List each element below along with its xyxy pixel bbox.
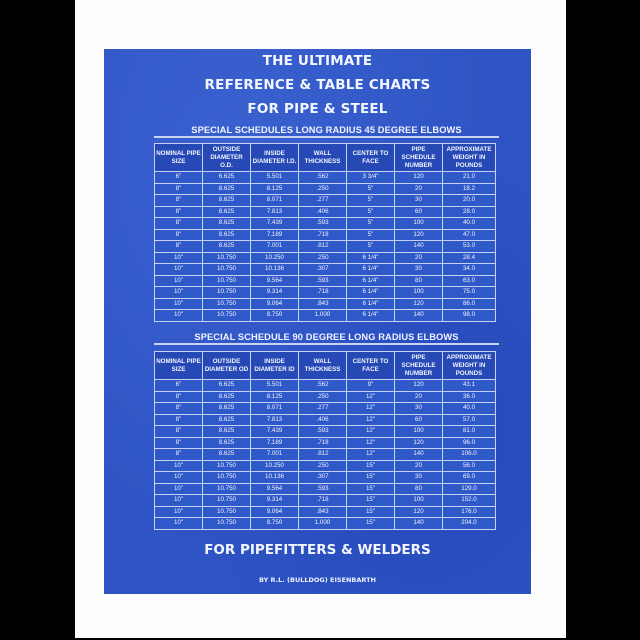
cell-center-to-face: 15": [347, 460, 395, 472]
cell-pipe-schedule: 20: [395, 391, 443, 403]
cell-wall-thickness: .812: [299, 449, 347, 461]
cell-center-to-face: 5": [347, 229, 395, 241]
cell-pipe-schedule: 20: [395, 460, 443, 472]
cell-pipe-schedule: 120: [395, 506, 443, 518]
cell-outside-diameter: 8.625: [203, 426, 251, 438]
header-center-to-face: CENTER TO FACE: [347, 352, 395, 380]
cell-outside-diameter: 10.750: [203, 252, 251, 264]
cell-wall-thickness: .277: [299, 195, 347, 207]
cell-wall-thickness: .718: [299, 229, 347, 241]
cell-pipe-schedule: 100: [395, 218, 443, 230]
cell-center-to-face: 12": [347, 403, 395, 415]
cell-approx-weight: 40.0: [443, 403, 496, 415]
cell-inside-diameter: 10.250: [251, 252, 299, 264]
cell-nominal-pipe-size: 10": [155, 310, 203, 322]
header-wall-thickness: WALL THICKNESS: [299, 352, 347, 380]
cell-nominal-pipe-size: 8": [155, 403, 203, 415]
table-45-degree-elbows: [154, 143, 496, 322]
table-row: [155, 495, 496, 507]
cell-nominal-pipe-size: 10": [155, 287, 203, 299]
cell-wall-thickness: .277: [299, 403, 347, 415]
cell-nominal-pipe-size: 8": [155, 414, 203, 426]
cell-approx-weight: 53.0: [443, 241, 496, 253]
cell-approx-weight: 176.0: [443, 506, 496, 518]
table-row: [155, 426, 496, 438]
cell-inside-diameter: 7.001: [251, 241, 299, 253]
cell-nominal-pipe-size: 8": [155, 426, 203, 438]
cell-wall-thickness: .562: [299, 172, 347, 184]
cell-wall-thickness: .718: [299, 437, 347, 449]
cell-inside-diameter: 7.813: [251, 206, 299, 218]
table-row: [155, 449, 496, 461]
cell-pipe-schedule: 100: [395, 495, 443, 507]
cell-center-to-face: 6 1/4": [347, 264, 395, 276]
header-nominal-pipe-size: NOMINAL PIPE SIZE: [155, 144, 203, 172]
cell-pipe-schedule: 140: [395, 518, 443, 530]
cell-approx-weight: 40.0: [443, 218, 496, 230]
author-credit: BY R.L. (BULLDOG) EISENBARTH: [258, 576, 376, 584]
cell-wall-thickness: .593: [299, 483, 347, 495]
cell-outside-diameter: 6.625: [203, 380, 251, 392]
header-pipe-schedule: PIPE SCHEDULE NUMBER: [395, 144, 443, 172]
cell-nominal-pipe-size: 10": [155, 518, 203, 530]
cell-approx-weight: 81.0: [443, 426, 496, 438]
table-row: [155, 252, 496, 264]
cell-approx-weight: 152.0: [443, 495, 496, 507]
header-outside-diameter: OUTSIDE DIAMETER OD: [203, 352, 251, 380]
cell-outside-diameter: 10.750: [203, 287, 251, 299]
table-row: [155, 460, 496, 472]
cell-pipe-schedule: 120: [395, 298, 443, 310]
cell-center-to-face: 15": [347, 518, 395, 530]
table-row: [155, 264, 496, 276]
cell-nominal-pipe-size: 8": [155, 437, 203, 449]
table-row: [155, 483, 496, 495]
cell-approx-weight: 63.0: [443, 275, 496, 287]
cell-approx-weight: 69.0: [443, 472, 496, 484]
header-inside-diameter: INSIDE DIAMETER I.D.: [251, 144, 299, 172]
table-row: [155, 229, 496, 241]
cell-inside-diameter: 9.314: [251, 495, 299, 507]
cell-inside-diameter: 8.071: [251, 403, 299, 415]
cell-nominal-pipe-size: 8": [155, 229, 203, 241]
cell-inside-diameter: 9.314: [251, 287, 299, 299]
cell-inside-diameter: 8.750: [251, 310, 299, 322]
table-header-row: [155, 352, 496, 380]
cell-approx-weight: 18.2: [443, 183, 496, 195]
cell-wall-thickness: .250: [299, 391, 347, 403]
cell-center-to-face: 12": [347, 414, 395, 426]
cell-inside-diameter: 7.189: [251, 437, 299, 449]
cell-pipe-schedule: 60: [395, 206, 443, 218]
cell-wall-thickness: .593: [299, 426, 347, 438]
table-row: [155, 195, 496, 207]
table-90-degree-elbows: [154, 351, 496, 530]
cell-pipe-schedule: 60: [395, 414, 443, 426]
cell-inside-diameter: 9.064: [251, 298, 299, 310]
cell-nominal-pipe-size: 8": [155, 195, 203, 207]
cell-pipe-schedule: 100: [395, 287, 443, 299]
document-page: [75, 0, 566, 638]
cell-outside-diameter: 10.750: [203, 483, 251, 495]
table-row: [155, 391, 496, 403]
cell-pipe-schedule: 120: [395, 380, 443, 392]
cell-approx-weight: 86.0: [443, 298, 496, 310]
cell-outside-diameter: 10.750: [203, 472, 251, 484]
cell-pipe-schedule: 30: [395, 472, 443, 484]
cell-inside-diameter: 8.125: [251, 183, 299, 195]
cell-nominal-pipe-size: 8": [155, 449, 203, 461]
cell-center-to-face: 15": [347, 506, 395, 518]
table-body: [155, 380, 496, 530]
cell-nominal-pipe-size: 6": [155, 380, 203, 392]
table-row: [155, 298, 496, 310]
cell-approx-weight: 34.0: [443, 264, 496, 276]
cell-wall-thickness: .843: [299, 298, 347, 310]
cell-pipe-schedule: 120: [395, 172, 443, 184]
cell-outside-diameter: 6.625: [203, 172, 251, 184]
table-row: [155, 206, 496, 218]
cell-wall-thickness: 1.000: [299, 518, 347, 530]
cell-pipe-schedule: 140: [395, 449, 443, 461]
header-nominal-pipe-size: NOMINAL PIPE SIZE: [155, 352, 203, 380]
cell-pipe-schedule: 30: [395, 264, 443, 276]
cell-approx-weight: 43.1: [443, 380, 496, 392]
cell-outside-diameter: 8.625: [203, 414, 251, 426]
cell-nominal-pipe-size: 10": [155, 495, 203, 507]
cell-outside-diameter: 10.750: [203, 495, 251, 507]
cell-center-to-face: 6 1/4": [347, 275, 395, 287]
cell-approx-weight: 20.0: [443, 195, 496, 207]
table-row: [155, 287, 496, 299]
cell-nominal-pipe-size: 8": [155, 183, 203, 195]
header-approx-weight: APPROXIMATE WEIGHT IN POUNDS: [443, 352, 496, 380]
cell-nominal-pipe-size: 6": [155, 172, 203, 184]
cell-pipe-schedule: 20: [395, 252, 443, 264]
cell-inside-diameter: 7.439: [251, 426, 299, 438]
table-90-subtitle: SPECIAL SCHEDULE 90 DEGREE LONG RADIUS ELBOWS: [154, 332, 499, 345]
cell-center-to-face: 12": [347, 426, 395, 438]
table-row: [155, 403, 496, 415]
cell-nominal-pipe-size: 10": [155, 460, 203, 472]
cell-approx-weight: 106.0: [443, 449, 496, 461]
cell-outside-diameter: 8.625: [203, 218, 251, 230]
cell-wall-thickness: 1.000: [299, 310, 347, 322]
cell-pipe-schedule: 80: [395, 483, 443, 495]
header-pipe-schedule: PIPE SCHEDULE NUMBER: [395, 352, 443, 380]
cell-inside-diameter: 7.189: [251, 229, 299, 241]
cell-pipe-schedule: 140: [395, 310, 443, 322]
cell-nominal-pipe-size: 8": [155, 391, 203, 403]
table-row: [155, 218, 496, 230]
cell-outside-diameter: 10.750: [203, 264, 251, 276]
cell-center-to-face: 15": [347, 495, 395, 507]
table-row: [155, 241, 496, 253]
cell-outside-diameter: 8.625: [203, 229, 251, 241]
table-row: [155, 414, 496, 426]
cell-approx-weight: 204.0: [443, 518, 496, 530]
cell-inside-diameter: 7.001: [251, 449, 299, 461]
cell-nominal-pipe-size: 10": [155, 506, 203, 518]
cell-pipe-schedule: 140: [395, 241, 443, 253]
cell-nominal-pipe-size: 8": [155, 241, 203, 253]
cell-center-to-face: 15": [347, 483, 395, 495]
cell-approx-weight: 98.0: [443, 310, 496, 322]
cell-center-to-face: 5": [347, 218, 395, 230]
cell-inside-diameter: 10.136: [251, 472, 299, 484]
cell-wall-thickness: .250: [299, 460, 347, 472]
cell-outside-diameter: 8.625: [203, 403, 251, 415]
table-row: [155, 472, 496, 484]
cell-approx-weight: 28.0: [443, 206, 496, 218]
table-row: [155, 437, 496, 449]
table-body: [155, 172, 496, 322]
cell-outside-diameter: 8.625: [203, 241, 251, 253]
cell-center-to-face: 6 1/4": [347, 310, 395, 322]
cell-inside-diameter: 8.750: [251, 518, 299, 530]
cell-inside-diameter: 8.125: [251, 391, 299, 403]
header-outside-diameter: OUTSIDE DIAMETER O.D.: [203, 144, 251, 172]
table-row: [155, 275, 496, 287]
table-45-subtitle: SPECIAL SCHEDULES LONG RADIUS 45 DEGREE ELBOWS: [154, 125, 499, 138]
cell-approx-weight: 56.0: [443, 460, 496, 472]
cell-inside-diameter: 5.501: [251, 172, 299, 184]
table-row: [155, 183, 496, 195]
cell-approx-weight: 47.0: [443, 229, 496, 241]
cell-outside-diameter: 8.625: [203, 391, 251, 403]
cell-pipe-schedule: 120: [395, 229, 443, 241]
cell-outside-diameter: 8.625: [203, 195, 251, 207]
cell-nominal-pipe-size: 8": [155, 206, 203, 218]
cell-center-to-face: 3 3/4": [347, 172, 395, 184]
header-wall-thickness: WALL THICKNESS: [299, 144, 347, 172]
cell-approx-weight: 57.0: [443, 414, 496, 426]
cell-wall-thickness: .562: [299, 380, 347, 392]
cell-inside-diameter: 9.064: [251, 506, 299, 518]
cell-inside-diameter: 9.564: [251, 275, 299, 287]
cell-wall-thickness: .307: [299, 264, 347, 276]
cell-inside-diameter: 7.813: [251, 414, 299, 426]
cell-approx-weight: 28.4: [443, 252, 496, 264]
cell-outside-diameter: 8.625: [203, 206, 251, 218]
cell-wall-thickness: .406: [299, 414, 347, 426]
cell-center-to-face: 12": [347, 391, 395, 403]
cell-wall-thickness: .843: [299, 506, 347, 518]
cell-approx-weight: 96.0: [443, 437, 496, 449]
cell-nominal-pipe-size: 10": [155, 275, 203, 287]
cell-center-to-face: 5": [347, 206, 395, 218]
cell-approx-weight: 129.0: [443, 483, 496, 495]
cell-outside-diameter: 10.750: [203, 275, 251, 287]
cell-wall-thickness: .593: [299, 275, 347, 287]
cell-nominal-pipe-size: 8": [155, 218, 203, 230]
cover-panel: [104, 49, 531, 594]
cell-wall-thickness: .250: [299, 183, 347, 195]
cell-outside-diameter: 10.750: [203, 506, 251, 518]
title-line-3: FOR PIPE & STEEL: [247, 101, 388, 117]
cell-inside-diameter: 9.564: [251, 483, 299, 495]
cell-center-to-face: 15": [347, 472, 395, 484]
table-header-row: [155, 144, 496, 172]
cell-nominal-pipe-size: 10": [155, 483, 203, 495]
cell-pipe-schedule: 30: [395, 195, 443, 207]
cell-center-to-face: 12": [347, 437, 395, 449]
cell-wall-thickness: .812: [299, 241, 347, 253]
cell-outside-diameter: 10.750: [203, 518, 251, 530]
cell-outside-diameter: 10.750: [203, 460, 251, 472]
cell-center-to-face: 5": [347, 183, 395, 195]
cell-outside-diameter: 8.625: [203, 183, 251, 195]
header-center-to-face: CENTER TO FACE: [347, 144, 395, 172]
table-row: [155, 172, 496, 184]
cell-outside-diameter: 8.625: [203, 449, 251, 461]
cell-center-to-face: 12": [347, 449, 395, 461]
cell-nominal-pipe-size: 10": [155, 298, 203, 310]
cell-approx-weight: 21.0: [443, 172, 496, 184]
table-row: [155, 380, 496, 392]
cell-outside-diameter: 10.750: [203, 298, 251, 310]
table-row: [155, 310, 496, 322]
cell-inside-diameter: 5.501: [251, 380, 299, 392]
cell-inside-diameter: 10.136: [251, 264, 299, 276]
table-row: [155, 506, 496, 518]
title-line-1: THE ULTIMATE: [262, 53, 373, 69]
cell-pipe-schedule: 80: [395, 275, 443, 287]
cell-center-to-face: 5": [347, 241, 395, 253]
cell-wall-thickness: .406: [299, 206, 347, 218]
header-inside-diameter: INSIDE DIAMETER ID: [251, 352, 299, 380]
cell-pipe-schedule: 100: [395, 426, 443, 438]
cell-outside-diameter: 8.625: [203, 437, 251, 449]
header-approx-weight: APPROXIMATE WEIGHT IN POUNDS: [443, 144, 496, 172]
cell-inside-diameter: 7.439: [251, 218, 299, 230]
cell-center-to-face: 9": [347, 380, 395, 392]
cell-wall-thickness: .718: [299, 287, 347, 299]
cell-inside-diameter: 8.071: [251, 195, 299, 207]
cell-center-to-face: 6 1/4": [347, 287, 395, 299]
table-row: [155, 518, 496, 530]
cell-wall-thickness: .593: [299, 218, 347, 230]
cell-nominal-pipe-size: 10": [155, 264, 203, 276]
cell-inside-diameter: 10.250: [251, 460, 299, 472]
cell-nominal-pipe-size: 10": [155, 472, 203, 484]
cell-center-to-face: 6 1/4": [347, 252, 395, 264]
cell-wall-thickness: .718: [299, 495, 347, 507]
title-line-2: REFERENCE & TABLE CHARTS: [204, 77, 431, 93]
cell-nominal-pipe-size: 10": [155, 252, 203, 264]
footer-title: FOR PIPEFITTERS & WELDERS: [204, 542, 431, 558]
cell-pipe-schedule: 20: [395, 183, 443, 195]
cell-approx-weight: 36.0: [443, 391, 496, 403]
cell-wall-thickness: .250: [299, 252, 347, 264]
cell-center-to-face: 5": [347, 195, 395, 207]
cell-wall-thickness: .307: [299, 472, 347, 484]
cell-outside-diameter: 10.750: [203, 310, 251, 322]
cell-approx-weight: 75.0: [443, 287, 496, 299]
cell-pipe-schedule: 30: [395, 403, 443, 415]
cell-pipe-schedule: 120: [395, 437, 443, 449]
cell-center-to-face: 6 1/4": [347, 298, 395, 310]
